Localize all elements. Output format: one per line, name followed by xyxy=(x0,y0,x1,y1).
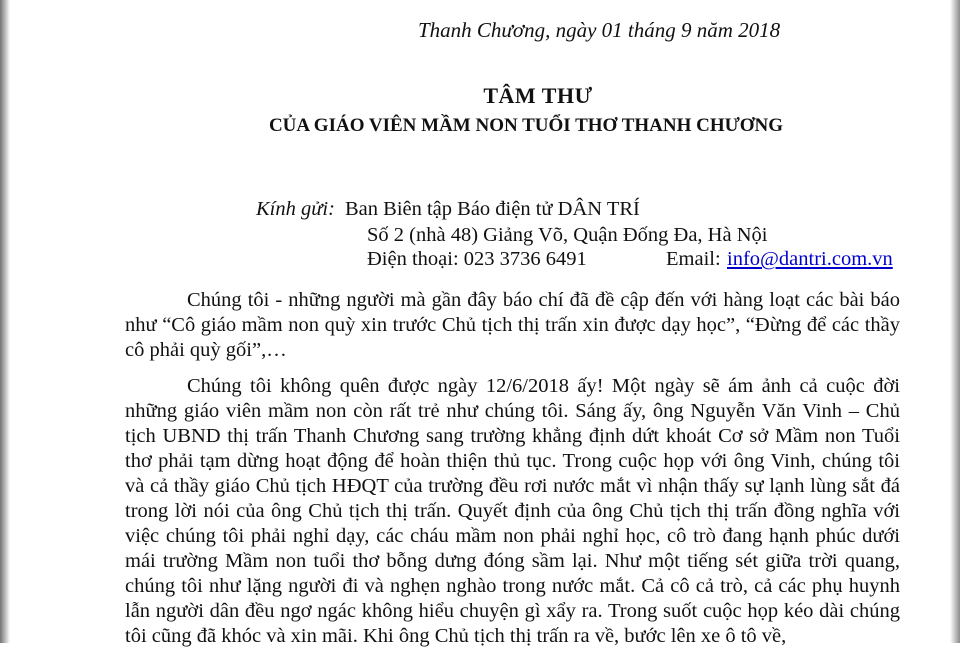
letter-subtitle: CỦA GIÁO VIÊN MẦM NON TUỔI THƠ THANH CHƯƠNG xyxy=(268,115,784,136)
paragraph-1: Chúng tôi - những người mà gần đây báo chí đã đề cập đến với hàng loạt các bài báo như “Cô giáo mầm non quỳ xin trước Chủ tịch thị trấn xin được dạy học”, “Đừng để các thầy cô phải quỳ gối”,… xyxy=(125,289,900,361)
recipient-address: Số 2 (nhà 48) Giảng Võ, Quận Đống Đa, Hà Nội xyxy=(367,224,768,246)
recipient-label: Kính gửi: xyxy=(256,198,335,220)
recipient-phone: Điện thoại: 023 3736 6491 xyxy=(367,248,587,270)
recipient-email-link[interactable]: info@dantri.com.vn xyxy=(727,248,893,270)
paragraph-2: Chúng tôi không quên được ngày 12/6/2018 ấy! Một ngày sẽ ám ảnh cả cuộc đời những giáo viên mầm non còn rất trẻ như chúng tôi. Sáng ấy, ông Nguyễn Văn Vinh – Chủ tịch UBND thị trấn Thanh Chương sang trường khẳng định dứt khoát Cơ sở Mầm non Tuổi thơ phải tạm dừng hoạt động để hoàn thiện thủ tục. Trong cuộc họp với ông Vinh, chúng tôi và cả thầy giáo Chủ tịch HĐQT của trường đều rơi nước mắt vì nhận thấy sự lạnh lùng sắt đá trong lời nói của ông Chủ tịch thị trấn. Quyết định của ông Chủ tịch thị trấn đồng nghĩa với việc chúng tôi phải nghỉ dạy, các cháu mầm non phải nghỉ học, cô trò đang hạnh phúc dưới mái trường Mầm non tuổi thơ bỗng dưng đóng sầm lại. Như một tiếng sét giữa trời quang, chúng tôi như lặng người đi và nghẹn nghào trong nước mắt. Cả cô cả trò, cả các phụ huynh lẫn người dân đều ngơ ngác không hiểu chuyện gì xẩy ra. Trong suốt cuộc họp kéo dài chúng tôi cũng đã khóc và xin mãi. Khi ông Chủ tịch thị trấn ra về, bước lên xe ô tô về, xyxy=(125,375,900,647)
recipient-name: Ban Biên tập Báo điện tử DÂN TRÍ xyxy=(345,198,640,220)
place-date: Thanh Chương, ngày 01 tháng 9 năm 2018 xyxy=(418,18,781,42)
recipient-email-label: Email: xyxy=(666,248,721,270)
letter-title: TÂM THƯ xyxy=(483,83,593,108)
